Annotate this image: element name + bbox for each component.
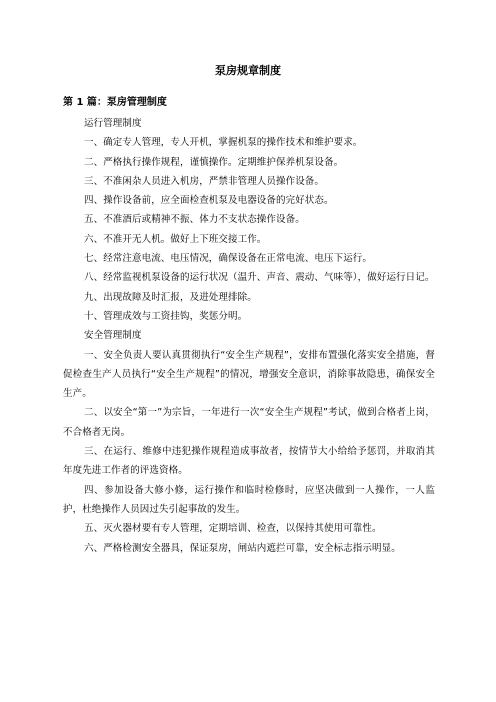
document-body <box>63 114 435 558</box>
paragraph: 一、安全负责人要认真贯彻执行“安全生产规程”，安排布置强化落实安全措施，督促检查生产人员执行“安全生产规程”的情况，增强安全意识，消除事故隐患，确保安全生产。 <box>63 349 435 400</box>
paragraph: 七、经常注意电流、电压情况，确保设备在正常电流、电压下运行。 <box>84 253 373 265</box>
paragraph: 三、在运行、维修中违犯操作规程造成事故者，按情节大小给给予惩罚，并取消其年度先进工作者的评选资格。 <box>63 446 435 477</box>
paragraph: 一、确定专人管理，专人开机，掌握机泵的操作技术和维护要求。 <box>84 137 363 149</box>
paragraph: 二、以安全“第一”为宗旨，一年进行一次“安全生产规程”考试，做到合格者上岗，不合格者无岗。 <box>63 407 435 438</box>
paragraph: 八、经常监视机泵设备的运行状况（温升、声音、震动、气味等），做好运行日记。 <box>84 272 435 284</box>
document-title: 泵房规章制度 <box>215 64 281 77</box>
paragraph: 二、严格执行操作规程，谨慎操作。定期维护保养机泵设备。 <box>84 156 344 168</box>
paragraph: 九、出现故障及时汇报，及进处理排除。 <box>84 291 257 303</box>
paragraph: 五、灭火器材要有专人管理，定期培训、检查，以保持其使用可靠性。 <box>84 523 382 535</box>
paragraph: 三、不准闲杂人员进入机房，严禁非管理人员操作设备。 <box>84 175 325 187</box>
subsection-title-operation: 运行管理制度 <box>84 118 142 129</box>
section-heading: 第 1 篇：泵房管理制度 <box>63 97 167 108</box>
paragraph: 四、参加设备大修小修，运行操作和临时检修时，应坚决做到一人操作，一人监护，杜绝操作人员因过失引起事故的发生。 <box>63 484 435 515</box>
paragraph: 五、不准酒后或精神不振、体力不支状态操作设备。 <box>84 214 305 226</box>
subsection-title-safety: 安全管理制度 <box>84 330 142 342</box>
paragraph: 六、严格检测安全器具，保证泵房，闸站内遮拦可靠，安全标志指示明显。 <box>84 542 401 554</box>
paragraph: 六、不准开无人机。做好上下班交接工作。 <box>84 233 267 245</box>
paragraph: 十、管理成效与工资挂钩，奖惩分明。 <box>84 310 248 322</box>
paragraph: 四、操作设备前，应全面检查机泵及电器设备的完好状态。 <box>84 195 334 207</box>
